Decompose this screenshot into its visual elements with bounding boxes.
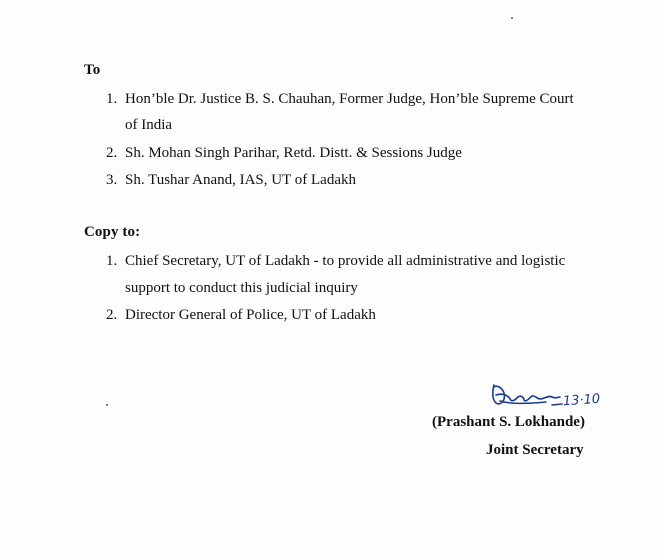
signatory-name: (Prashant S. Lokhande) (432, 414, 585, 430)
copy-1-line-2: support to conduct this judicial inquiry (125, 280, 358, 296)
copy-2-line-1: Director General of Police, UT of Ladakh (125, 307, 376, 323)
copy-to-heading: Copy to: (84, 224, 141, 240)
recipient-3-line-1: Sh. Tushar Anand, IAS, UT of Ladakh (125, 172, 356, 188)
list-number: 1. (106, 91, 118, 107)
copy-1-line-1: Chief Secretary, UT of Ladakh - to provide all administrative and logistic (125, 253, 566, 269)
scan-speck (511, 17, 513, 19)
signatory-designation: Joint Secretary (486, 442, 584, 458)
list-number: 3. (106, 172, 118, 188)
recipient-1-line-2: of India (125, 117, 173, 133)
list-number: 2. (106, 145, 118, 161)
recipient-1-line-1: Hon’ble Dr. Justice B. S. Chauhan, Former Judge, Hon’ble Supreme Court (125, 91, 574, 107)
signature-date: 13·10 (562, 391, 601, 410)
list-number: 2. (106, 307, 118, 323)
recipient-2-line-1: Sh. Mohan Singh Parihar, Retd. Distt. & Sessions Judge (125, 145, 462, 161)
scan-speck (106, 404, 108, 406)
to-heading: To (84, 62, 101, 78)
list-number: 1. (106, 253, 118, 269)
